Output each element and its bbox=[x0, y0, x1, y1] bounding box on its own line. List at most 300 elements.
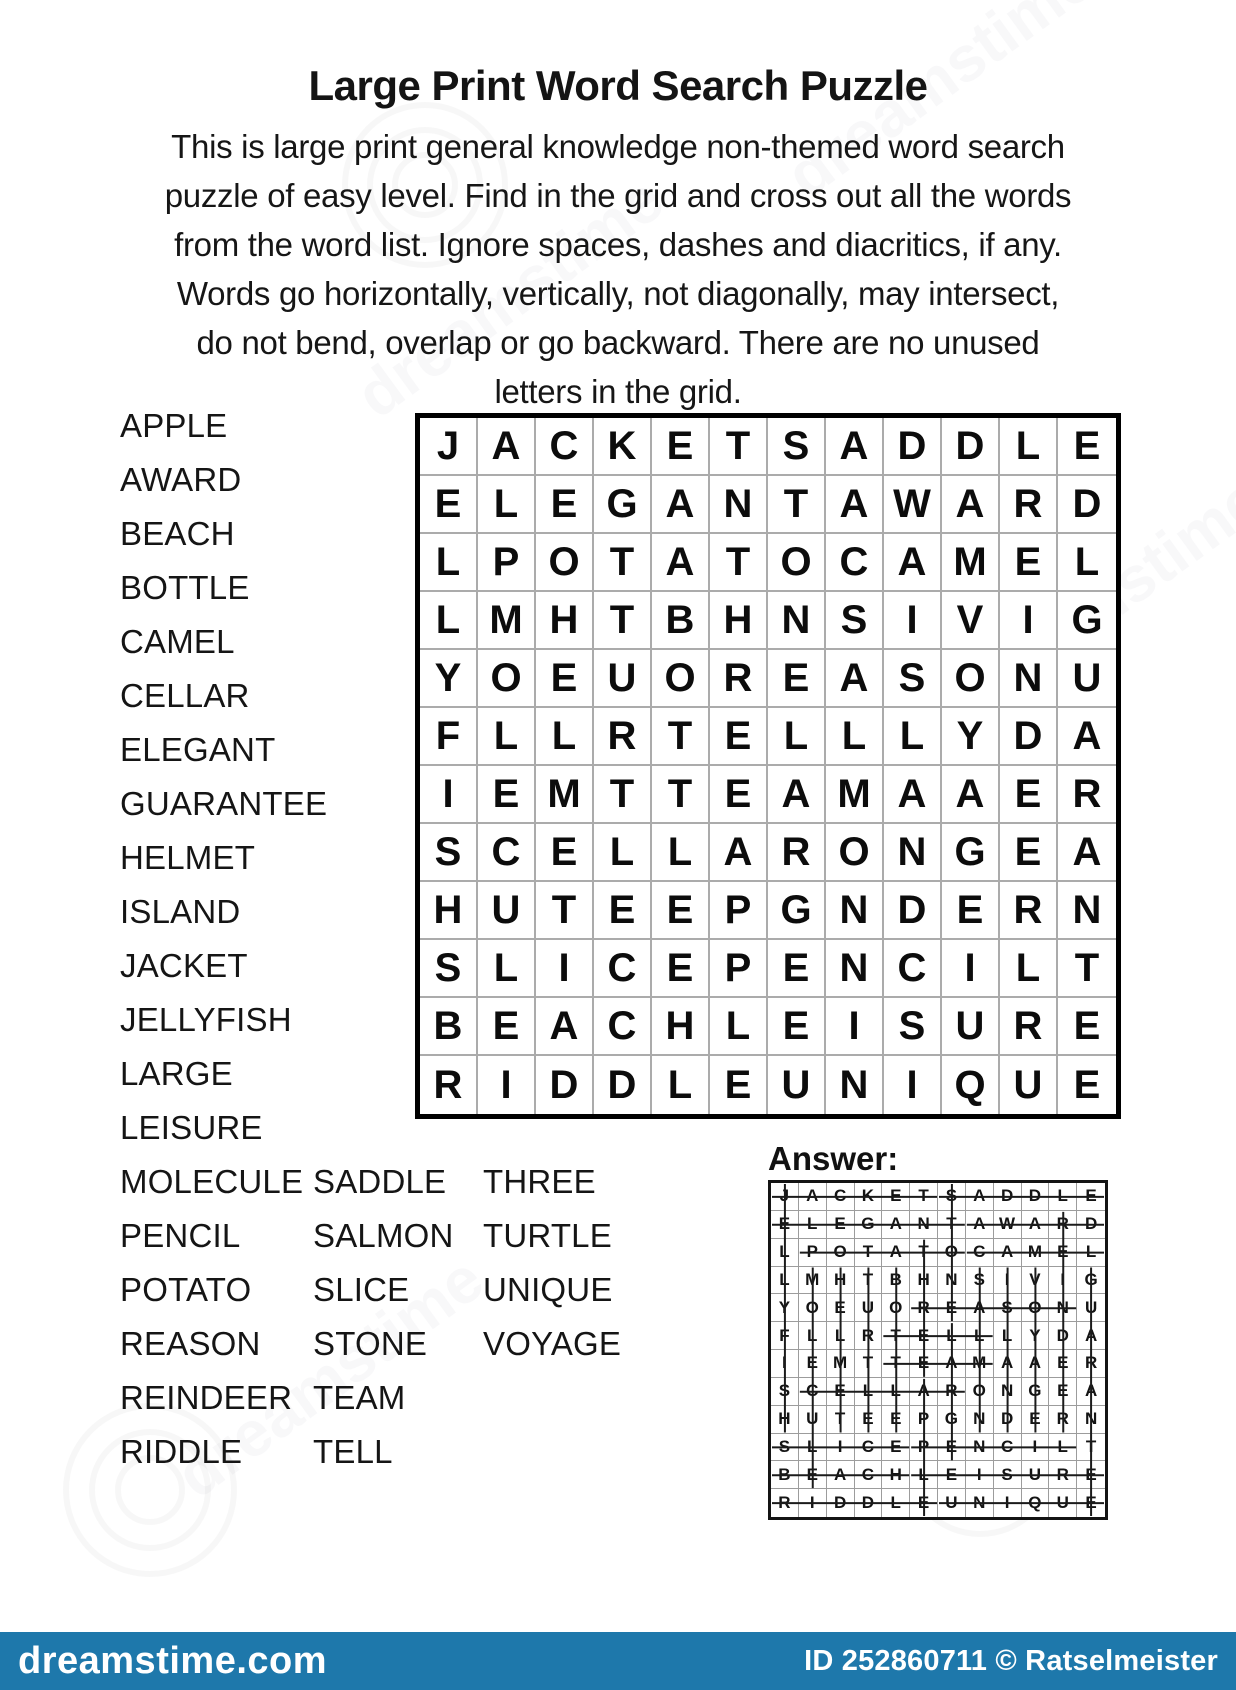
answer-grid-cell-letter: E bbox=[799, 1461, 827, 1489]
grid-cell-letter: W bbox=[884, 476, 942, 534]
answer-grid-cell-letter: L bbox=[799, 1322, 827, 1350]
answer-grid-cell-letter: L bbox=[827, 1322, 855, 1350]
answer-grid-cell-letter: L bbox=[882, 1378, 910, 1406]
answer-grid-cell-letter: L bbox=[966, 1322, 994, 1350]
grid-cell-letter: R bbox=[1000, 882, 1058, 940]
grid-cell-letter: I bbox=[1000, 592, 1058, 650]
answer-grid-cell-letter: T bbox=[882, 1350, 910, 1378]
grid-cell-letter: L bbox=[478, 476, 536, 534]
grid-cell-letter: N bbox=[768, 592, 826, 650]
answer-grid-cell-letter: D bbox=[855, 1489, 883, 1517]
answer-grid-cell-letter: O bbox=[966, 1378, 994, 1406]
answer-grid-cell-letter: U bbox=[1049, 1489, 1077, 1517]
grid-cell-letter: C bbox=[884, 940, 942, 998]
answer-grid-cell-letter: E bbox=[1049, 1378, 1077, 1406]
answer-grid-cell-letter: O bbox=[827, 1239, 855, 1267]
answer-grid-cell-letter: R bbox=[938, 1378, 966, 1406]
answer-grid-cell-letter: T bbox=[910, 1239, 938, 1267]
answer-grid-cell-letter: E bbox=[882, 1406, 910, 1434]
answer-grid-cell-letter: E bbox=[910, 1350, 938, 1378]
answer-grid-cell-letter: E bbox=[1022, 1406, 1050, 1434]
answer-grid-cell-letter: I bbox=[994, 1267, 1022, 1295]
grid-cell-letter: H bbox=[710, 592, 768, 650]
answer-grid-cell-letter: T bbox=[855, 1239, 883, 1267]
answer-grid-cell-letter: H bbox=[771, 1406, 799, 1434]
answer-grid-cell-letter: R bbox=[1049, 1461, 1077, 1489]
answer-grid-cell-letter: S bbox=[771, 1434, 799, 1462]
grid-cell-letter: L bbox=[1000, 418, 1058, 476]
answer-grid-cell-letter: A bbox=[994, 1350, 1022, 1378]
grid-cell-letter: O bbox=[536, 534, 594, 592]
answer-grid-cell-letter: L bbox=[910, 1461, 938, 1489]
answer-grid-cell-letter: A bbox=[882, 1239, 910, 1267]
answer-grid-cell-letter: L bbox=[799, 1434, 827, 1462]
grid-cell-letter: E bbox=[1000, 766, 1058, 824]
grid-cell-letter: N bbox=[710, 476, 768, 534]
grid-cell-letter: G bbox=[1058, 592, 1116, 650]
grid-cell-letter: B bbox=[652, 592, 710, 650]
word-list-item: CAMEL bbox=[120, 623, 235, 660]
grid-cell-letter: D bbox=[884, 882, 942, 940]
grid-cell-letter: A bbox=[942, 476, 1000, 534]
grid-cell-letter: T bbox=[652, 766, 710, 824]
answer-grid-cell-letter: E bbox=[938, 1434, 966, 1462]
answer-grid-cell-letter: H bbox=[910, 1267, 938, 1295]
grid-cell-letter: L bbox=[478, 940, 536, 998]
answer-grid-cell-letter: L bbox=[882, 1489, 910, 1517]
word-list-item: JACKET bbox=[120, 947, 248, 984]
answer-grid-cell-letter: M bbox=[827, 1350, 855, 1378]
answer-grid-cell-letter: N bbox=[966, 1434, 994, 1462]
grid-cell-letter: L bbox=[420, 534, 478, 592]
grid-cell-letter: I bbox=[420, 766, 478, 824]
answer-grid-cell-letter: T bbox=[855, 1267, 883, 1295]
answer-grid-cell-letter: A bbox=[938, 1350, 966, 1378]
word-list-item: MOLECULE bbox=[120, 1163, 304, 1200]
answer-grid-cell-letter: A bbox=[1077, 1322, 1105, 1350]
grid-cell-letter: G bbox=[942, 824, 1000, 882]
grid-cell-letter: G bbox=[594, 476, 652, 534]
answer-grid-cell-letter: I bbox=[1022, 1434, 1050, 1462]
answer-grid-cell-letter: A bbox=[1077, 1378, 1105, 1406]
grid-cell-letter: R bbox=[1000, 476, 1058, 534]
grid-cell-letter: T bbox=[710, 534, 768, 592]
answer-grid-cell-letter: E bbox=[855, 1406, 883, 1434]
word-list-item: TURTLE bbox=[483, 1217, 612, 1254]
grid-cell-letter: O bbox=[652, 650, 710, 708]
grid-cell-letter: L bbox=[1058, 534, 1116, 592]
word-list-item: APPLE bbox=[120, 407, 228, 444]
word-list-item: ISLAND bbox=[120, 893, 241, 930]
word-list-item: REASON bbox=[120, 1325, 261, 1362]
grid-cell-letter: E bbox=[1000, 534, 1058, 592]
grid-cell-letter: C bbox=[594, 998, 652, 1056]
answer-grid-cell-letter: W bbox=[994, 1211, 1022, 1239]
answer-grid-cell-letter: N bbox=[1049, 1294, 1077, 1322]
answer-grid-cell-letter: B bbox=[882, 1267, 910, 1295]
answer-grid-cell-letter: O bbox=[938, 1239, 966, 1267]
answer-grid-cell-letter: L bbox=[938, 1322, 966, 1350]
answer-grid-cell-letter: S bbox=[994, 1294, 1022, 1322]
word-list-item: REINDEER bbox=[120, 1379, 293, 1416]
grid-cell-letter: U bbox=[1000, 1056, 1058, 1114]
answer-grid-cell-letter: E bbox=[1077, 1183, 1105, 1211]
answer-grid-cell-letter: L bbox=[799, 1211, 827, 1239]
grid-cell-letter: I bbox=[826, 998, 884, 1056]
answer-grid-cell-letter: A bbox=[882, 1211, 910, 1239]
answer-grid-cell-letter: I bbox=[966, 1461, 994, 1489]
grid-cell-letter: L bbox=[884, 708, 942, 766]
footer-bar bbox=[0, 1632, 1236, 1690]
grid-cell-letter: T bbox=[594, 766, 652, 824]
grid-cell-letter: E bbox=[652, 882, 710, 940]
grid-cell-letter: L bbox=[768, 708, 826, 766]
grid-cell-letter: L bbox=[1000, 940, 1058, 998]
grid-cell-letter: D bbox=[536, 1056, 594, 1114]
grid-cell-letter: E bbox=[1058, 998, 1116, 1056]
answer-grid-cell-letter: C bbox=[966, 1239, 994, 1267]
answer-grid-cell-letter: T bbox=[827, 1406, 855, 1434]
grid-cell-letter: A bbox=[884, 766, 942, 824]
grid-cell-letter: E bbox=[710, 708, 768, 766]
answer-grid-cell-letter: R bbox=[910, 1294, 938, 1322]
answer-grid-cell-letter: U bbox=[938, 1489, 966, 1517]
answer-grid-cell-letter: P bbox=[799, 1239, 827, 1267]
answer-grid-cell-letter: E bbox=[938, 1294, 966, 1322]
grid-cell-letter: H bbox=[420, 882, 478, 940]
grid-cell-letter: N bbox=[1058, 882, 1116, 940]
grid-cell-letter: S bbox=[884, 650, 942, 708]
grid-cell-letter: E bbox=[594, 882, 652, 940]
word-search-grid bbox=[415, 413, 1121, 1119]
answer-grid-cell-letter: G bbox=[938, 1406, 966, 1434]
grid-cell-letter: I bbox=[536, 940, 594, 998]
answer-grid-cell-letter: R bbox=[1049, 1406, 1077, 1434]
grid-cell-letter: D bbox=[1000, 708, 1058, 766]
grid-cell-letter: H bbox=[652, 998, 710, 1056]
word-list-item: JELLYFISH bbox=[120, 1001, 292, 1038]
answer-grid-cell-letter: G bbox=[1022, 1378, 1050, 1406]
grid-cell-letter: L bbox=[478, 708, 536, 766]
grid-cell-letter: A bbox=[652, 476, 710, 534]
grid-cell-letter: A bbox=[768, 766, 826, 824]
grid-cell-letter: D bbox=[1058, 476, 1116, 534]
grid-cell-letter: U bbox=[942, 998, 1000, 1056]
word-list-item: AWARD bbox=[120, 461, 242, 498]
grid-cell-letter: J bbox=[420, 418, 478, 476]
answer-grid-cell-letter: D bbox=[1077, 1211, 1105, 1239]
answer-grid-cell-letter: L bbox=[771, 1239, 799, 1267]
answer-grid-cell-letter: D bbox=[994, 1406, 1022, 1434]
grid-cell-letter: A bbox=[710, 824, 768, 882]
grid-cell-letter: N bbox=[826, 940, 884, 998]
answer-grid-cell-letter: I bbox=[799, 1489, 827, 1517]
word-list-item: SADDLE bbox=[313, 1163, 447, 1200]
grid-cell-letter: A bbox=[826, 650, 884, 708]
answer-grid-cell-letter: E bbox=[1085, 1493, 1097, 1513]
answer-grid-cell-letter: Q bbox=[1022, 1489, 1050, 1517]
grid-cell-letter: B bbox=[420, 998, 478, 1056]
answer-grid-cell-letter: R bbox=[1049, 1211, 1077, 1239]
answer-grid-cell-letter: M bbox=[966, 1350, 994, 1378]
grid-cell-letter: T bbox=[652, 708, 710, 766]
answer-grid-cell-letter: N bbox=[966, 1489, 994, 1517]
grid-cell-letter: M bbox=[536, 766, 594, 824]
answer-grid-cell-letter: O bbox=[882, 1294, 910, 1322]
answer-grid-cell-letter: T bbox=[910, 1183, 938, 1211]
grid-cell-letter: F bbox=[420, 708, 478, 766]
answer-grid-cell-letter: N bbox=[966, 1406, 994, 1434]
grid-cell-letter: E bbox=[768, 650, 826, 708]
answer-grid-cell-letter: L bbox=[1049, 1434, 1077, 1462]
grid-cell-letter: E bbox=[536, 824, 594, 882]
grid-cell-letter: N bbox=[826, 882, 884, 940]
grid-cell-letter: E bbox=[768, 940, 826, 998]
grid-cell-letter: T bbox=[1058, 940, 1116, 998]
grid-cell-letter: M bbox=[478, 592, 536, 650]
word-list-item: POTATO bbox=[120, 1271, 252, 1308]
grid-cell-letter: U bbox=[1058, 650, 1116, 708]
instructions-text: This is large print general knowledge non-themed word search puzzle of easy level. Find in the grid and cross out all the words from the word list. Ignore spaces, dashes and diacritics, if any. Words go horizontally, vertically, not diagonally, may intersect, do not bend, overlap or go backward. There are no unused letters in the grid. bbox=[164, 128, 1072, 410]
answer-grid-cell-letter: E bbox=[827, 1211, 855, 1239]
answer-grid-cell-letter: I bbox=[771, 1350, 799, 1378]
grid-cell-letter: O bbox=[478, 650, 536, 708]
answer-grid-cell-letter: N bbox=[938, 1267, 966, 1295]
word-list-item: CELLAR bbox=[120, 677, 250, 714]
grid-cell-letter: D bbox=[884, 418, 942, 476]
answer-grid-cell-letter: T bbox=[882, 1322, 910, 1350]
grid-cell-letter: H bbox=[536, 592, 594, 650]
grid-cell-letter: D bbox=[594, 1056, 652, 1114]
word-list-item: STONE bbox=[313, 1325, 428, 1362]
answer-grid-cell-letter: C bbox=[827, 1183, 855, 1211]
grid-cell-letter: I bbox=[478, 1056, 536, 1114]
answer-grid-cell-letter: L bbox=[1077, 1239, 1105, 1267]
grid-cell-letter: A bbox=[652, 534, 710, 592]
answer-grid-cell-letter: L bbox=[771, 1267, 799, 1295]
word-list-item: ELEGANT bbox=[120, 731, 276, 768]
grid-cell-letter: I bbox=[884, 592, 942, 650]
answer-grid-cell-letter: Y bbox=[1022, 1322, 1050, 1350]
grid-cell-letter: E bbox=[536, 650, 594, 708]
answer-grid-cell-letter: N bbox=[910, 1211, 938, 1239]
word-list-item: LARGE bbox=[120, 1055, 233, 1092]
answer-grid-cell-letter: D bbox=[1022, 1183, 1050, 1211]
answer-grid-cell-letter: A bbox=[1022, 1350, 1050, 1378]
grid-cell-letter: E bbox=[478, 998, 536, 1056]
grid-cell-letter: R bbox=[768, 824, 826, 882]
grid-cell-letter: A bbox=[826, 418, 884, 476]
grid-cell-letter: A bbox=[826, 476, 884, 534]
dreamstime-logo: dreamstime.com bbox=[18, 1639, 328, 1682]
answer-grid-cell-letter: G bbox=[855, 1211, 883, 1239]
answer-grid-cell-letter: A bbox=[966, 1294, 994, 1322]
answer-grid-cell-letter: C bbox=[799, 1378, 827, 1406]
grid-cell-letter: E bbox=[652, 940, 710, 998]
answer-grid-cell-letter: P bbox=[910, 1434, 938, 1462]
answer-grid-cell-letter: P bbox=[910, 1406, 938, 1434]
answer-grid-cell-letter: A bbox=[966, 1211, 994, 1239]
page-title: Large Print Word Search Puzzle bbox=[308, 62, 928, 109]
grid-cell-letter: R bbox=[1058, 766, 1116, 824]
answer-grid-cell-letter: E bbox=[1049, 1239, 1077, 1267]
answer-grid-cell-letter: A bbox=[1022, 1211, 1050, 1239]
word-list-item: SLICE bbox=[313, 1271, 410, 1308]
answer-grid-cell-letter: H bbox=[827, 1267, 855, 1295]
answer-grid-cell-letter: K bbox=[855, 1183, 883, 1211]
answer-grid-cell-letter: E bbox=[771, 1211, 799, 1239]
grid-cell-letter: P bbox=[710, 882, 768, 940]
grid-cell-letter: S bbox=[884, 998, 942, 1056]
answer-grid-cell-letter: M bbox=[799, 1267, 827, 1295]
word-list-item: BOTTLE bbox=[120, 569, 250, 606]
answer-grid-cell-letter: I bbox=[827, 1434, 855, 1462]
answer-grid-cell-letter: E bbox=[827, 1294, 855, 1322]
answer-grid-cell-letter: E bbox=[910, 1322, 938, 1350]
grid-cell-letter: U bbox=[768, 1056, 826, 1114]
grid-cell-letter: Y bbox=[420, 650, 478, 708]
grid-cell-letter: L bbox=[420, 592, 478, 650]
answer-grid-cell-letter: L bbox=[855, 1378, 883, 1406]
answer-grid-cell-letter: D bbox=[1049, 1322, 1077, 1350]
answer-grid-cell-letter: R bbox=[1077, 1350, 1105, 1378]
answer-grid-cell-letter: T bbox=[1077, 1434, 1105, 1462]
grid-cell-letter: E bbox=[1000, 824, 1058, 882]
grid-cell-letter: A bbox=[536, 998, 594, 1056]
answer-grid-cell-letter: H bbox=[882, 1461, 910, 1489]
answer-grid-cell-letter: S bbox=[771, 1378, 799, 1406]
grid-cell-letter: R bbox=[1000, 998, 1058, 1056]
word-list-item: LEISURE bbox=[120, 1109, 263, 1146]
answer-grid-cell-letter: E bbox=[827, 1378, 855, 1406]
answer-grid-cell-letter: E bbox=[882, 1183, 910, 1211]
word-list-item: TEAM bbox=[313, 1379, 406, 1416]
answer-grid-cell-letter: U bbox=[855, 1294, 883, 1322]
grid-cell-letter: S bbox=[768, 418, 826, 476]
grid-cell-letter: M bbox=[942, 534, 1000, 592]
grid-cell-letter: C bbox=[478, 824, 536, 882]
word-list-item: HELMET bbox=[120, 839, 256, 876]
answer-grid-cell-letter: A bbox=[827, 1461, 855, 1489]
answer-grid-cell-letter: B bbox=[771, 1461, 799, 1489]
grid-cell-letter: A bbox=[1058, 708, 1116, 766]
answer-grid-cell-letter: A bbox=[799, 1183, 827, 1211]
grid-cell-letter: L bbox=[594, 824, 652, 882]
grid-cell-letter: R bbox=[420, 1056, 478, 1114]
answer-grid-cell-letter: E bbox=[910, 1489, 938, 1517]
grid-cell-letter: S bbox=[420, 824, 478, 882]
word-list-item: SALMON bbox=[313, 1217, 454, 1254]
word-list-item: UNIQUE bbox=[483, 1271, 613, 1308]
grid-cell-letter: V bbox=[942, 592, 1000, 650]
word-list-item: GUARANTEE bbox=[120, 785, 328, 822]
grid-cell-letter: C bbox=[826, 534, 884, 592]
grid-cell-letter: R bbox=[594, 708, 652, 766]
answer-grid-cell-letter: L bbox=[994, 1322, 1022, 1350]
word-list-column-3 bbox=[483, 1155, 621, 1371]
grid-cell-letter: N bbox=[826, 1056, 884, 1114]
grid-cell-letter: M bbox=[826, 766, 884, 824]
answer-grid-cell-letter: N bbox=[1077, 1406, 1105, 1434]
grid-cell-letter: A bbox=[884, 534, 942, 592]
answer-grid-cell-letter: S bbox=[994, 1461, 1022, 1489]
image-credit: ID 252860711 © Ratselmeister bbox=[804, 1644, 1218, 1677]
answer-grid-cell-letter: D bbox=[994, 1183, 1022, 1211]
grid-cell-letter: T bbox=[768, 476, 826, 534]
answer-grid-cell-letter: S bbox=[938, 1183, 966, 1211]
answer-grid-cell-letter: A bbox=[910, 1378, 938, 1406]
answer-grid-cell-letter: M bbox=[1022, 1239, 1050, 1267]
answer-grid-cell-letter: O bbox=[1022, 1294, 1050, 1322]
answer-grid-cell-letter: Y bbox=[771, 1294, 799, 1322]
answer-grid bbox=[768, 1180, 1108, 1520]
answer-grid-cell-letter: I bbox=[994, 1489, 1022, 1517]
answer-label: Answer: bbox=[768, 1140, 899, 1177]
grid-cell-letter: C bbox=[594, 940, 652, 998]
word-list-item: THREE bbox=[483, 1163, 596, 1200]
grid-cell-letter: L bbox=[826, 708, 884, 766]
answer-grid-cell-letter: E bbox=[1049, 1350, 1077, 1378]
grid-cell-letter: P bbox=[710, 940, 768, 998]
grid-cell-letter: U bbox=[478, 882, 536, 940]
grid-cell-letter: Q bbox=[942, 1056, 1000, 1114]
grid-cell-letter: E bbox=[652, 418, 710, 476]
answer-grid-cell-letter: R bbox=[771, 1489, 799, 1517]
grid-cell-letter: S bbox=[826, 592, 884, 650]
grid-cell-letter: T bbox=[710, 418, 768, 476]
answer-grid-cell-letter: N bbox=[994, 1378, 1022, 1406]
answer-grid-cell-letter: C bbox=[855, 1434, 883, 1462]
grid-cell-letter: N bbox=[884, 824, 942, 882]
grid-cell-letter: E bbox=[942, 882, 1000, 940]
answer-grid-cell-letter: U bbox=[1077, 1294, 1105, 1322]
answer-grid-cell-letter: E bbox=[938, 1461, 966, 1489]
grid-cell-letter: T bbox=[594, 534, 652, 592]
answer-grid-cell-letter: G bbox=[1077, 1267, 1105, 1295]
word-list-column-2 bbox=[313, 1155, 454, 1479]
grid-cell-letter: R bbox=[710, 650, 768, 708]
answer-grid-cell-letter: U bbox=[1022, 1461, 1050, 1489]
grid-cell-letter: T bbox=[594, 592, 652, 650]
grid-cell-letter: I bbox=[942, 940, 1000, 998]
answer-grid-cell-letter: C bbox=[994, 1434, 1022, 1462]
grid-cell-letter: A bbox=[942, 766, 1000, 824]
grid-cell-letter: E bbox=[420, 476, 478, 534]
grid-cell-letter: P bbox=[478, 534, 536, 592]
answer-grid-cell-letter: U bbox=[799, 1406, 827, 1434]
word-list-item: TELL bbox=[313, 1433, 393, 1470]
answer-grid-cell-letter: T bbox=[938, 1211, 966, 1239]
grid-cell-letter: N bbox=[1000, 650, 1058, 708]
grid-cell-letter: G bbox=[768, 882, 826, 940]
answer-grid-cell-letter: A bbox=[994, 1239, 1022, 1267]
grid-cell-letter: A bbox=[1058, 824, 1116, 882]
grid-cell-letter: E bbox=[478, 766, 536, 824]
answer-grid-cell-letter: O bbox=[799, 1294, 827, 1322]
grid-cell-letter: L bbox=[652, 1056, 710, 1114]
grid-cell-letter: E bbox=[710, 1056, 768, 1114]
answer-grid-cell-letter: A bbox=[966, 1183, 994, 1211]
grid-cell-letter: L bbox=[536, 708, 594, 766]
grid-cell-letter: C bbox=[536, 418, 594, 476]
word-list-item: BEACH bbox=[120, 515, 235, 552]
grid-cell-letter: K bbox=[594, 418, 652, 476]
grid-cell-letter: E bbox=[536, 476, 594, 534]
grid-cell-letter: A bbox=[478, 418, 536, 476]
grid-cell-letter: U bbox=[594, 650, 652, 708]
grid-cell-letter: E bbox=[768, 998, 826, 1056]
answer-grid-cell-letter: E bbox=[882, 1434, 910, 1462]
